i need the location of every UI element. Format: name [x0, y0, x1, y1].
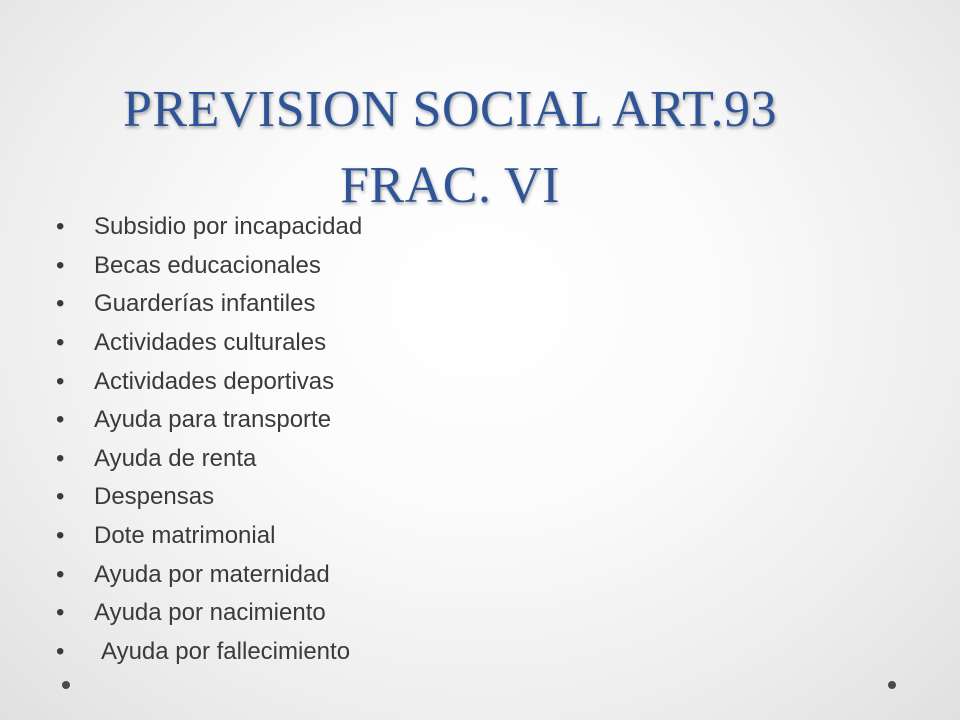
bullet-text: Guarderías infantiles [94, 290, 316, 318]
bullet-item [56, 208, 362, 247]
bullet-text: Ayuda para transporte [94, 406, 332, 434]
bullet-icon: • [56, 637, 65, 665]
bullet-item [56, 362, 362, 401]
bullet-item [56, 324, 362, 363]
slide-title [0, 72, 900, 224]
bullet-icon: • [56, 251, 65, 279]
bullet-text: Ayuda de renta [94, 444, 257, 472]
bullet-icon: • [56, 522, 65, 550]
bullet-text: Becas educacionales [94, 251, 321, 279]
bullet-item [56, 517, 362, 556]
bullet-text: Ayuda por nacimiento [94, 599, 326, 627]
bullet-item [56, 633, 362, 672]
bullet-icon: • [56, 483, 65, 511]
bullet-text: Actividades deportivas [94, 367, 335, 395]
bullet-icon: • [56, 367, 65, 395]
bullet-item [56, 555, 362, 594]
bullet-text: Dote matrimonial [94, 522, 276, 550]
bullet-text: Subsidio por incapacidad [94, 213, 363, 241]
bullet-item [56, 247, 362, 286]
slide-title-line-2: FRAC. VI [340, 157, 560, 214]
bullet-icon: • [56, 599, 65, 627]
bullet-text: Despensas [94, 483, 215, 511]
bullet-text: Ayuda por maternidad [94, 560, 330, 588]
bullet-icon: • [56, 329, 65, 357]
bullet-icon: • [56, 213, 65, 241]
bullet-icon: • [56, 406, 65, 434]
bullet-list [56, 208, 362, 671]
bullet-text: Ayuda por fallecimiento [101, 637, 351, 665]
bullet-item [56, 478, 362, 517]
bullet-text: Actividades culturales [94, 329, 327, 357]
bullet-item [56, 440, 362, 479]
bullet-item [56, 594, 362, 633]
decorative-dot-right [888, 681, 896, 689]
bullet-icon: • [56, 290, 65, 318]
bullet-icon: • [56, 560, 65, 588]
slide-title-line-1: PREVISION SOCIAL ART.93 [122, 81, 778, 138]
bullet-item [56, 401, 362, 440]
bullet-item [56, 285, 362, 324]
decorative-dot-left [62, 681, 70, 689]
bullet-icon: • [56, 444, 65, 472]
